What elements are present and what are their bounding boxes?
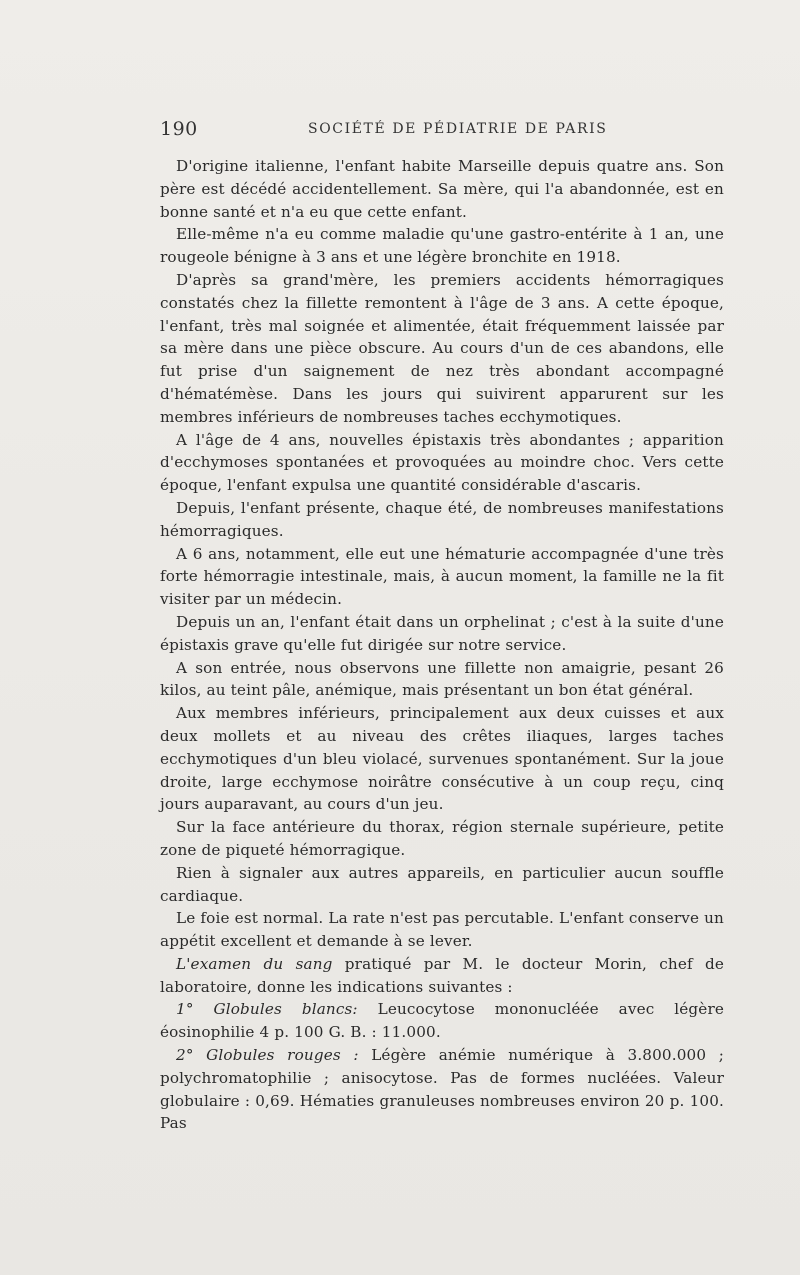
paragraph-italic: L'examen du sang xyxy=(176,954,333,973)
paragraph-text: A l'âge de 4 ans, nouvelles épistaxis très abondantes ; apparition d'ecchymoses spontanées et provoquées au moindre choc. Vers cette époque, l'enfant expulsa une quantité considérable d'ascaris. xyxy=(160,430,724,495)
page-header xyxy=(160,118,724,144)
paragraph-text: Légère anémie numérique à 3.800.000 ; polychromatophilie ; anisocytose. Pas de formes nucléées. Valeur globulaire : 0,69. Hématies granuleuses nombreuses environ 20 p. 100. Pas xyxy=(160,1046,725,1133)
paragraph-italic: 1° Globules blancs: xyxy=(176,1000,358,1019)
paragraph-text: Rien à signaler aux autres appareils, en particulier aucun souffle cardiaque. xyxy=(160,863,724,905)
paragraph-illnesses xyxy=(160,223,724,269)
paragraph-text: D'origine italienne, l'enfant habite Marseille depuis quatre ans. Son père est décédé accidentellement. Sa mère, qui l'a abandonnée, est en bonne santé et n'a eu que cette enfant. xyxy=(160,157,724,221)
paragraph-since xyxy=(160,497,724,543)
paragraph-text: Aux membres inférieurs, principalement aux deux cuisses et aux deux mollets et au niveau des crêtes iliaques, larges taches ecchymotiques d'un bleu violacé, survenues spontanément. Sur la joue droite, large ecchymose noirâtre consécutive à un coup reçu, cinq jours auparavant, au cours d'un jeu. xyxy=(160,704,724,814)
paragraph-origin xyxy=(160,155,724,223)
paragraph-age-4 xyxy=(160,429,724,497)
paragraph-italic: 2° Globules rouges : xyxy=(176,1046,359,1065)
paragraph-other-systems xyxy=(160,862,724,908)
paragraph-text: Le foie est normal. La rate n'est pas percutable. L'enfant conserve un appétit excellent et demande à se lever. xyxy=(160,909,724,951)
paragraph-first-accidents xyxy=(160,269,724,429)
paragraph-thorax xyxy=(160,816,724,862)
paragraph-text: Sur la face antérieure du thorax, région sternale supérieure, petite zone de piqueté hémorragique. xyxy=(160,818,724,859)
paragraph-orphanage xyxy=(160,611,724,657)
running-head: SOCIÉTÉ DE PÉDIATRIE DE PARIS xyxy=(308,121,608,137)
paragraph-age-6 xyxy=(160,543,724,611)
paragraph-lower-limbs xyxy=(160,702,724,816)
paragraph-text: D'après sa grand'mère, les premiers accidents hémorragiques constatés chez la fillette remontent à l'âge de 3 ans. A cette époque, l'enfant, très mal soignée et alimentée, était fréquemment laissée par sa mère dans une pièce obscure. Au cours d'un de ces abandons, elle fut prise d'un saignement de nez très abondant accompagné d'hématémèse. Dans les jours qui suivirent apparurent sur les membres inférieurs de nombreuses taches ecchymotiques. xyxy=(160,270,724,426)
paragraph-text: Depuis un an, l'enfant était dans un orphelinat ; c'est à la suite d'une épistaxis grave qu'elle fut dirigée sur notre service. xyxy=(160,612,724,654)
paragraph-red-cells xyxy=(160,1044,724,1135)
paragraph-text: A 6 ans, notamment, elle eut une hématurie accompagnée d'une très forte hémorragie intestinale, mais, à aucun moment, la famille ne la fit visiter par un médecin. xyxy=(160,544,724,609)
paragraph-text: Leucocytose mononucléée avec légère éosinophilie 4 p. 100 G. B. : 11.000. xyxy=(160,1000,724,1042)
paragraph-text: Depuis, l'enfant présente, chaque été, de nombreuses manifestations hémorragiques. xyxy=(160,498,724,540)
paragraph-text: A son entrée, nous observons une fillette non amaigrie, pesant 26 kilos, au teint pâle, anémique, mais présentant un bon état général. xyxy=(160,658,724,700)
paragraph-liver xyxy=(160,907,724,953)
page-number: 190 xyxy=(160,118,198,140)
paragraph-text: pratiqué par M. le docteur Morin, chef de laboratoire, donne les indications suivantes : xyxy=(160,954,725,996)
paragraph-blood-exam xyxy=(160,953,724,999)
paragraph-white-cells xyxy=(160,998,724,1044)
paragraph-text: Elle-même n'a eu comme maladie qu'une gastro-entérite à 1 an, une rougeole bénigne à 3 ans et une légère bronchite en 1918. xyxy=(160,225,724,267)
paragraph-admission xyxy=(160,657,724,703)
body-text xyxy=(160,155,724,1135)
